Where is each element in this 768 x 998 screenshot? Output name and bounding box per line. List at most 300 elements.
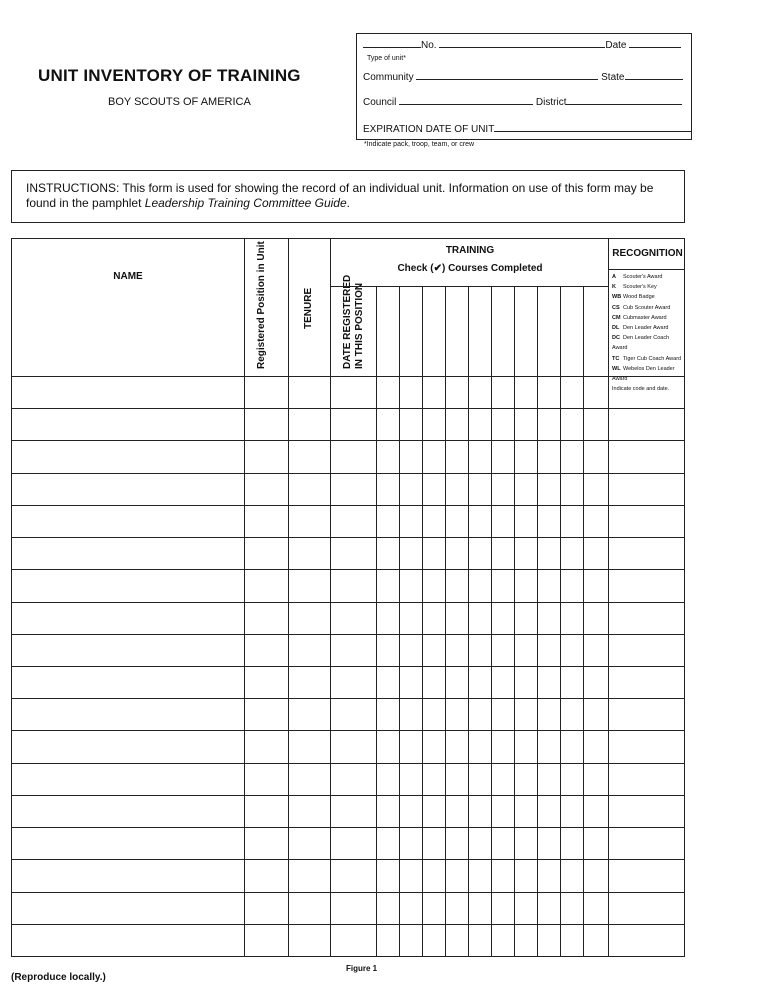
grid-hline bbox=[608, 269, 684, 270]
legend-text: Webelos Den Leader Award bbox=[612, 365, 675, 383]
table-cell[interactable] bbox=[491, 440, 514, 472]
table-cell[interactable] bbox=[330, 569, 376, 601]
table-cell[interactable] bbox=[560, 859, 583, 891]
table-cell[interactable] bbox=[376, 537, 399, 569]
unit-type-field[interactable] bbox=[363, 38, 421, 48]
table-cell[interactable] bbox=[288, 763, 330, 795]
page-title: UNIT INVENTORY OF TRAINING bbox=[38, 66, 301, 85]
table-cell[interactable] bbox=[244, 634, 288, 666]
table-cell[interactable] bbox=[445, 924, 468, 956]
table-cell[interactable] bbox=[491, 634, 514, 666]
table-cell[interactable] bbox=[244, 698, 288, 730]
table-cell[interactable] bbox=[422, 892, 445, 924]
table-cell[interactable] bbox=[468, 795, 491, 827]
table-cell[interactable] bbox=[583, 763, 608, 795]
table-cell[interactable] bbox=[422, 763, 445, 795]
table-cell[interactable] bbox=[491, 859, 514, 891]
table-cell[interactable] bbox=[422, 408, 445, 440]
name-cell[interactable] bbox=[12, 924, 244, 956]
table-cell[interactable] bbox=[537, 795, 560, 827]
table-cell[interactable] bbox=[468, 537, 491, 569]
table-cell[interactable] bbox=[399, 859, 422, 891]
table-cell[interactable] bbox=[330, 795, 376, 827]
table-cell[interactable] bbox=[330, 698, 376, 730]
table-cell[interactable] bbox=[288, 440, 330, 472]
table-cell[interactable] bbox=[491, 698, 514, 730]
name-cell[interactable] bbox=[12, 505, 244, 537]
table-cell[interactable] bbox=[537, 763, 560, 795]
table-cell[interactable] bbox=[583, 634, 608, 666]
table-cell[interactable] bbox=[445, 602, 468, 634]
tenure-column-header: TENURE bbox=[303, 287, 314, 329]
table-cell[interactable] bbox=[288, 408, 330, 440]
table-cell[interactable] bbox=[560, 795, 583, 827]
district-field[interactable] bbox=[566, 95, 682, 105]
table-cell[interactable] bbox=[537, 827, 560, 859]
table-cell[interactable] bbox=[445, 376, 468, 408]
table-cell[interactable] bbox=[422, 505, 445, 537]
table-cell[interactable] bbox=[583, 892, 608, 924]
table-cell[interactable] bbox=[330, 859, 376, 891]
table-cell[interactable] bbox=[399, 569, 422, 601]
table-cell[interactable] bbox=[514, 473, 537, 505]
table-cell[interactable] bbox=[288, 634, 330, 666]
table-cell[interactable] bbox=[537, 666, 560, 698]
table-cell[interactable] bbox=[491, 537, 514, 569]
table-cell[interactable] bbox=[608, 730, 684, 762]
name-cell[interactable] bbox=[12, 698, 244, 730]
table-cell[interactable] bbox=[560, 537, 583, 569]
name-cell[interactable] bbox=[12, 569, 244, 601]
table-cell[interactable] bbox=[399, 730, 422, 762]
table-cell[interactable] bbox=[244, 440, 288, 472]
table-cell[interactable] bbox=[491, 569, 514, 601]
table-cell[interactable] bbox=[445, 537, 468, 569]
council-field[interactable] bbox=[399, 95, 533, 105]
table-cell[interactable] bbox=[514, 892, 537, 924]
table-cell[interactable] bbox=[422, 666, 445, 698]
table-cell[interactable] bbox=[514, 408, 537, 440]
table-cell[interactable] bbox=[468, 634, 491, 666]
table-cell[interactable] bbox=[244, 505, 288, 537]
table-cell[interactable] bbox=[514, 537, 537, 569]
table-cell[interactable] bbox=[583, 537, 608, 569]
table-cell[interactable] bbox=[376, 698, 399, 730]
table-cell[interactable] bbox=[514, 730, 537, 762]
table-cell[interactable] bbox=[288, 698, 330, 730]
table-cell[interactable] bbox=[330, 634, 376, 666]
table-cell[interactable] bbox=[288, 892, 330, 924]
table-cell[interactable] bbox=[244, 569, 288, 601]
table-cell[interactable] bbox=[560, 763, 583, 795]
table-cell[interactable] bbox=[244, 408, 288, 440]
table-cell[interactable] bbox=[560, 602, 583, 634]
table-cell[interactable] bbox=[560, 698, 583, 730]
table-cell[interactable] bbox=[608, 473, 684, 505]
table-cell[interactable] bbox=[330, 924, 376, 956]
table-cell[interactable] bbox=[583, 376, 608, 408]
table-cell[interactable] bbox=[330, 473, 376, 505]
table-cell[interactable] bbox=[537, 698, 560, 730]
date-label: Date bbox=[605, 40, 627, 51]
table-cell[interactable] bbox=[583, 698, 608, 730]
table-cell[interactable] bbox=[583, 730, 608, 762]
table-cell[interactable] bbox=[560, 473, 583, 505]
table-cell[interactable] bbox=[422, 859, 445, 891]
table-cell[interactable] bbox=[330, 408, 376, 440]
table-cell[interactable] bbox=[537, 634, 560, 666]
table-cell[interactable] bbox=[514, 440, 537, 472]
table-cell[interactable] bbox=[560, 730, 583, 762]
instructions-guide-title: Leadership Training Committee Guide bbox=[144, 196, 347, 210]
table-cell[interactable] bbox=[608, 376, 684, 408]
table-cell[interactable] bbox=[537, 376, 560, 408]
table-cell[interactable] bbox=[514, 602, 537, 634]
table-cell[interactable] bbox=[514, 666, 537, 698]
table-cell[interactable] bbox=[376, 666, 399, 698]
table-cell[interactable] bbox=[244, 537, 288, 569]
table-cell[interactable] bbox=[468, 602, 491, 634]
table-cell[interactable] bbox=[608, 569, 684, 601]
table-cell[interactable] bbox=[422, 569, 445, 601]
table-cell[interactable] bbox=[399, 473, 422, 505]
table-cell[interactable] bbox=[468, 859, 491, 891]
table-cell[interactable] bbox=[288, 859, 330, 891]
name-cell[interactable] bbox=[12, 859, 244, 891]
name-cell[interactable] bbox=[12, 376, 244, 408]
table-cell[interactable] bbox=[560, 408, 583, 440]
table-cell[interactable] bbox=[399, 827, 422, 859]
table-cell[interactable] bbox=[560, 666, 583, 698]
table-cell[interactable] bbox=[422, 924, 445, 956]
table-cell[interactable] bbox=[376, 763, 399, 795]
table-cell[interactable] bbox=[330, 763, 376, 795]
table-cell[interactable] bbox=[376, 505, 399, 537]
table-cell[interactable] bbox=[608, 666, 684, 698]
table-cell[interactable] bbox=[468, 440, 491, 472]
legend-text: Den Leader Coach Award bbox=[612, 335, 670, 352]
table-cell[interactable] bbox=[288, 924, 330, 956]
name-cell[interactable] bbox=[12, 408, 244, 440]
table-cell[interactable] bbox=[376, 440, 399, 472]
table-cell[interactable] bbox=[491, 408, 514, 440]
name-cell[interactable] bbox=[12, 634, 244, 666]
table-cell[interactable] bbox=[330, 666, 376, 698]
table-cell[interactable] bbox=[608, 698, 684, 730]
table-cell[interactable] bbox=[244, 666, 288, 698]
table-cell[interactable] bbox=[288, 537, 330, 569]
table-cell[interactable] bbox=[560, 827, 583, 859]
unit-info-box bbox=[356, 33, 692, 140]
table-cell[interactable] bbox=[608, 634, 684, 666]
table-cell[interactable] bbox=[330, 730, 376, 762]
expiration-label: EXPIRATION DATE OF UNIT bbox=[363, 124, 495, 135]
table-cell[interactable] bbox=[583, 924, 608, 956]
table-cell[interactable] bbox=[491, 795, 514, 827]
table-cell[interactable] bbox=[244, 924, 288, 956]
name-cell[interactable] bbox=[12, 666, 244, 698]
table-cell[interactable] bbox=[537, 473, 560, 505]
table-cell[interactable] bbox=[491, 602, 514, 634]
table-cell[interactable] bbox=[583, 602, 608, 634]
table-cell[interactable] bbox=[514, 924, 537, 956]
table-cell[interactable] bbox=[376, 859, 399, 891]
table-cell[interactable] bbox=[288, 666, 330, 698]
table-cell[interactable] bbox=[422, 827, 445, 859]
name-cell[interactable] bbox=[12, 730, 244, 762]
table-cell[interactable] bbox=[468, 408, 491, 440]
table-cell[interactable] bbox=[244, 892, 288, 924]
table-cell[interactable] bbox=[330, 892, 376, 924]
table-cell[interactable] bbox=[244, 376, 288, 408]
table-cell[interactable] bbox=[468, 730, 491, 762]
table-cell[interactable] bbox=[468, 376, 491, 408]
table-cell[interactable] bbox=[537, 892, 560, 924]
table-cell[interactable] bbox=[537, 408, 560, 440]
name-cell[interactable] bbox=[12, 763, 244, 795]
table-cell[interactable] bbox=[537, 505, 560, 537]
table-cell[interactable] bbox=[514, 859, 537, 891]
table-cell[interactable] bbox=[399, 795, 422, 827]
table-cell[interactable] bbox=[514, 763, 537, 795]
table-cell[interactable] bbox=[468, 473, 491, 505]
no-label: No. bbox=[421, 40, 437, 51]
table-cell[interactable] bbox=[514, 505, 537, 537]
table-cell[interactable] bbox=[560, 569, 583, 601]
table-cell[interactable] bbox=[330, 440, 376, 472]
table-cell[interactable] bbox=[422, 602, 445, 634]
table-cell[interactable] bbox=[491, 730, 514, 762]
table-cell[interactable] bbox=[288, 602, 330, 634]
recognition-header: RECOGNITION bbox=[612, 248, 683, 259]
table-cell[interactable] bbox=[376, 569, 399, 601]
table-cell[interactable] bbox=[468, 763, 491, 795]
table-cell[interactable] bbox=[445, 440, 468, 472]
table-cell[interactable] bbox=[491, 505, 514, 537]
table-cell[interactable] bbox=[288, 569, 330, 601]
table-cell[interactable] bbox=[445, 698, 468, 730]
table-cell[interactable] bbox=[376, 473, 399, 505]
unit-type-footnote: *Indicate pack, troop, team, or crew bbox=[364, 141, 475, 148]
name-cell[interactable] bbox=[12, 473, 244, 505]
table-cell[interactable] bbox=[399, 892, 422, 924]
table-cell[interactable] bbox=[560, 440, 583, 472]
table-cell[interactable] bbox=[491, 763, 514, 795]
table-cell[interactable] bbox=[445, 569, 468, 601]
table-cell[interactable] bbox=[608, 827, 684, 859]
table-cell[interactable] bbox=[376, 795, 399, 827]
table-cell[interactable] bbox=[537, 859, 560, 891]
table-cell[interactable] bbox=[468, 827, 491, 859]
table-cell[interactable] bbox=[244, 602, 288, 634]
name-cell[interactable] bbox=[12, 795, 244, 827]
table-cell[interactable] bbox=[288, 473, 330, 505]
name-cell[interactable] bbox=[12, 440, 244, 472]
table-cell[interactable] bbox=[583, 473, 608, 505]
table-cell[interactable] bbox=[583, 569, 608, 601]
table-cell[interactable] bbox=[244, 859, 288, 891]
table-cell[interactable] bbox=[560, 505, 583, 537]
table-cell[interactable] bbox=[376, 924, 399, 956]
table-cell[interactable] bbox=[608, 892, 684, 924]
table-cell[interactable] bbox=[422, 730, 445, 762]
table-cell[interactable] bbox=[608, 505, 684, 537]
legend-text: Cubmaster Award bbox=[623, 314, 667, 321]
table-cell[interactable] bbox=[330, 537, 376, 569]
table-cell[interactable] bbox=[399, 924, 422, 956]
table-cell[interactable] bbox=[468, 505, 491, 537]
table-cell[interactable] bbox=[376, 408, 399, 440]
legend-text: Scouter's Award bbox=[623, 274, 663, 280]
table-cell[interactable] bbox=[514, 634, 537, 666]
table-cell[interactable] bbox=[537, 569, 560, 601]
table-cell[interactable] bbox=[537, 602, 560, 634]
table-cell[interactable] bbox=[399, 440, 422, 472]
table-cell[interactable] bbox=[491, 827, 514, 859]
table-cell[interactable] bbox=[445, 763, 468, 795]
table-cell[interactable] bbox=[514, 569, 537, 601]
table-cell[interactable] bbox=[491, 376, 514, 408]
table-cell[interactable] bbox=[583, 795, 608, 827]
table-cell[interactable] bbox=[608, 859, 684, 891]
table-cell[interactable] bbox=[608, 924, 684, 956]
table-cell[interactable] bbox=[560, 634, 583, 666]
table-cell[interactable] bbox=[445, 666, 468, 698]
table-cell[interactable] bbox=[376, 892, 399, 924]
state-field[interactable] bbox=[625, 70, 683, 80]
table-cell[interactable] bbox=[514, 698, 537, 730]
table-cell[interactable] bbox=[376, 634, 399, 666]
table-cell[interactable] bbox=[560, 924, 583, 956]
table-cell[interactable] bbox=[560, 892, 583, 924]
table-cell[interactable] bbox=[537, 924, 560, 956]
table-cell[interactable] bbox=[514, 827, 537, 859]
table-cell[interactable] bbox=[399, 634, 422, 666]
table-cell[interactable] bbox=[376, 827, 399, 859]
table-cell[interactable] bbox=[608, 763, 684, 795]
table-cell[interactable] bbox=[583, 440, 608, 472]
table-cell[interactable] bbox=[399, 698, 422, 730]
table-cell[interactable] bbox=[608, 537, 684, 569]
table-cell[interactable] bbox=[468, 666, 491, 698]
table-cell[interactable] bbox=[330, 376, 376, 408]
table-cell[interactable] bbox=[537, 440, 560, 472]
table-cell[interactable] bbox=[491, 666, 514, 698]
table-cell[interactable] bbox=[445, 730, 468, 762]
name-cell[interactable] bbox=[12, 827, 244, 859]
table-cell[interactable] bbox=[583, 859, 608, 891]
table-cell[interactable] bbox=[244, 795, 288, 827]
table-cell[interactable] bbox=[445, 827, 468, 859]
table-cell[interactable] bbox=[422, 440, 445, 472]
table-cell[interactable] bbox=[244, 473, 288, 505]
name-cell[interactable] bbox=[12, 537, 244, 569]
table-cell[interactable] bbox=[445, 473, 468, 505]
table-cell[interactable] bbox=[468, 892, 491, 924]
table-cell[interactable] bbox=[445, 892, 468, 924]
table-cell[interactable] bbox=[445, 634, 468, 666]
table-cell[interactable] bbox=[422, 473, 445, 505]
table-cell[interactable] bbox=[399, 763, 422, 795]
table-cell[interactable] bbox=[399, 537, 422, 569]
legend-code: WB bbox=[612, 294, 622, 301]
table-cell[interactable] bbox=[537, 537, 560, 569]
table-cell[interactable] bbox=[608, 795, 684, 827]
table-cell[interactable] bbox=[608, 408, 684, 440]
table-cell[interactable] bbox=[288, 827, 330, 859]
table-cell[interactable] bbox=[583, 505, 608, 537]
table-cell[interactable] bbox=[288, 795, 330, 827]
table-cell[interactable] bbox=[560, 376, 583, 408]
expiration-field[interactable] bbox=[494, 122, 692, 132]
legend-text: Den Leader Award bbox=[623, 325, 669, 332]
table-cell[interactable] bbox=[288, 505, 330, 537]
table-cell[interactable] bbox=[491, 473, 514, 505]
table-cell[interactable] bbox=[376, 376, 399, 408]
table-cell[interactable] bbox=[244, 763, 288, 795]
table-cell[interactable] bbox=[491, 892, 514, 924]
table-cell[interactable] bbox=[445, 795, 468, 827]
legend-item bbox=[612, 292, 684, 302]
table-cell[interactable] bbox=[445, 859, 468, 891]
community-field[interactable] bbox=[416, 70, 598, 80]
unit-number-field[interactable] bbox=[439, 38, 605, 48]
table-cell[interactable] bbox=[445, 408, 468, 440]
table-cell[interactable] bbox=[399, 602, 422, 634]
table-cell[interactable] bbox=[288, 376, 330, 408]
name-cell[interactable] bbox=[12, 602, 244, 634]
table-cell[interactable] bbox=[491, 924, 514, 956]
legend-code: WL bbox=[612, 365, 621, 372]
table-cell[interactable] bbox=[330, 505, 376, 537]
legend-text: Wood Badge bbox=[623, 294, 655, 301]
table-cell[interactable] bbox=[583, 666, 608, 698]
table-cell[interactable] bbox=[468, 569, 491, 601]
date-field[interactable] bbox=[629, 38, 681, 48]
table-cell[interactable] bbox=[376, 730, 399, 762]
table-cell[interactable] bbox=[244, 827, 288, 859]
table-cell[interactable] bbox=[445, 505, 468, 537]
name-cell[interactable] bbox=[12, 892, 244, 924]
table-cell[interactable] bbox=[514, 376, 537, 408]
table-cell[interactable] bbox=[422, 795, 445, 827]
table-cell[interactable] bbox=[244, 730, 288, 762]
table-cell[interactable] bbox=[422, 376, 445, 408]
table-cell[interactable] bbox=[422, 634, 445, 666]
table-cell[interactable] bbox=[608, 602, 684, 634]
table-cell[interactable] bbox=[399, 408, 422, 440]
table-cell[interactable] bbox=[376, 602, 399, 634]
table-cell[interactable] bbox=[537, 730, 560, 762]
legend-item bbox=[612, 303, 684, 313]
table-cell[interactable] bbox=[422, 698, 445, 730]
table-cell[interactable] bbox=[468, 698, 491, 730]
community-label: Community bbox=[363, 72, 414, 83]
table-cell[interactable] bbox=[288, 730, 330, 762]
table-cell[interactable] bbox=[468, 924, 491, 956]
table-cell[interactable] bbox=[330, 602, 376, 634]
table-cell[interactable] bbox=[399, 505, 422, 537]
type-of-unit-hint: Type of unit* bbox=[367, 55, 406, 62]
table-cell[interactable] bbox=[422, 537, 445, 569]
table-cell[interactable] bbox=[399, 666, 422, 698]
table-cell[interactable] bbox=[583, 827, 608, 859]
table-cell[interactable] bbox=[514, 795, 537, 827]
table-cell[interactable] bbox=[330, 827, 376, 859]
table-cell[interactable] bbox=[583, 408, 608, 440]
table-cell[interactable] bbox=[608, 440, 684, 472]
table-cell[interactable] bbox=[399, 376, 422, 408]
